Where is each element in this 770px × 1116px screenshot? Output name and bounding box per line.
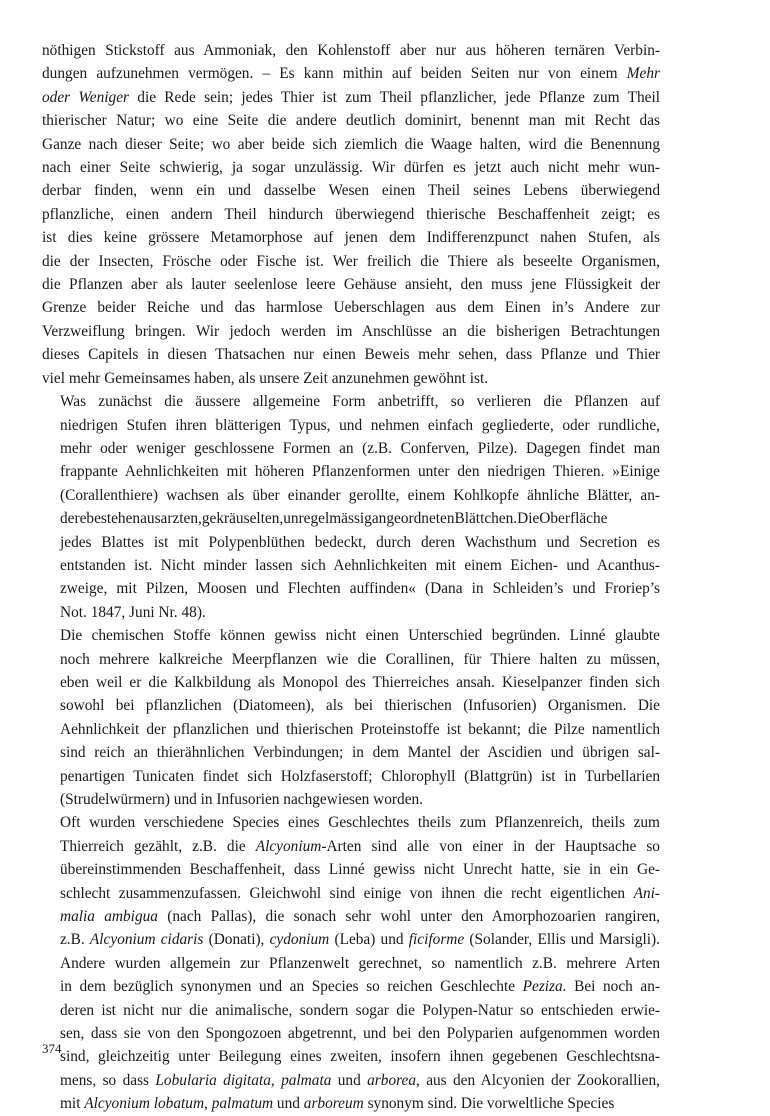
italic-text: arboreum [303,1095,364,1113]
text-run: Oft wurden verschiedene Species eines Geschlechtes theils zum Pflanzenreich, theils zum [60,814,660,832]
text-run: mens, so dass [60,1071,156,1089]
text-line [42,928,660,951]
text-run: mit [60,1095,85,1113]
paragraph [42,811,660,1115]
text-run: die der Insecten, Frösche oder Fische ist. Wer freilich die Thiere als beseelte Organismen, [42,252,660,270]
text-run: schlecht zusammenzufassen. Gleichwohl sind einige von ihnen die recht eigentlichen [60,884,634,902]
text-run: (Strudelwürmern) und in Infusorien nachgewiesen worden. [60,791,424,808]
text-line [42,694,660,717]
text-line [42,296,660,319]
text-run: -Arten sind alle von einer in der Hauptsache so [321,837,660,855]
italic-text: Alcyonium lobatum, palmatum [84,1095,274,1113]
text-run: z.B. [60,931,90,949]
text-line [42,882,660,905]
text-run: (Leba) und [329,931,409,949]
text-line [42,1069,660,1092]
text-line [42,62,660,85]
italic-text: malia ambigua [60,908,158,926]
paragraph [42,39,660,390]
paragraph [42,624,660,811]
text-run: Thierreich gezählt, z.B. die [60,837,256,855]
text-line [42,858,660,881]
text-line [42,741,660,764]
text-run: Was zunächst die äussere allgemeine Form anbetrifft, so verlieren die Pflanzen auf [60,393,660,411]
italic-text: Alcyonium [255,837,322,855]
text-run: (Donati), [203,931,270,949]
text-line [42,414,660,437]
text-line [42,671,660,694]
text-line [42,905,660,928]
italic-text: Ani- [633,884,660,902]
italic-text: Lobularia digitata, palmata [155,1071,332,1089]
text-run: (nach Pallas), die sonach sehr wohl unter den Amorphozoarien rangiren, [157,908,660,926]
text-run: Andere wurden allgemein zur Pflanzenwelt gerechnet, so namentlich z.B. mehrere Arten [60,954,660,972]
text-run: zweige, mit Pilzen, Moosen und Flechten auffinden« (Dana in Schleiden’s und Froriep’s [60,580,660,598]
text-run: sowohl bei pflanzlichen (Diatomeen), als bei thierischen (Infusorien) Organismen. Die [60,697,660,715]
text-line [42,390,660,413]
text-line [42,577,660,600]
text-run: und [331,1071,368,1089]
text-line [42,133,660,156]
text-run: ist dies keine grössere Metamorphose auf jenen dem Indifferenzpunct nahen Stufen, als [42,229,660,247]
text-line [42,273,660,296]
text-run: derebestehenausarzten,gekräuselten,unregelmässigangeordnetenBlättchen.DieOberfläche [60,510,608,528]
text-line [42,203,660,226]
text-line [42,788,660,811]
italic-text: oder Weniger [42,88,129,106]
text-run: noch mehrere kalkreiche Meerpflanzen wie die Corallinen, für Thiere halten zu müssen, [60,650,660,668]
text-run: Not. 1847, Juni Nr. 48). [60,603,206,621]
text-line [42,250,660,273]
text-run: übereinstimmenden Beschaffenheit, dass Linné gewiss nicht Unrecht hatte, sie in ein Ge- [60,861,660,879]
text-line [42,1045,660,1068]
text-run: penartigen Tunicaten findet sich Holzfaserstoff; Chlorophyll (Blattgrün) ist in Turbellarien [60,767,660,785]
text-run: deren ist nicht nur die animalische, sondern sogar die Polypen-Natur so entschieden erwie- [60,1001,660,1019]
text-line [42,531,660,554]
text-line [42,624,660,647]
text-line [42,484,660,507]
text-run: sind, gleichzeitig unter Beilegung eines zweiten, insofern ihnen gegebenen Geschlechtsna- [60,1048,660,1066]
text-run: die Pflanzen aber als lauter seelenlose leere Gehäuse ansieht, den muss jene Flüssigkeit der [42,276,660,294]
text-run: entstanden ist. Nicht minder lassen sich Aehnlichkeiten mit einem Eichen- und Acanthus- [60,556,660,574]
paragraph [42,390,660,624]
text-run: Grenze beider Reiche und das harmlose Ueberschlagen aus dem Einen in’s Andere zur [42,299,660,317]
text-run: Die chemischen Stoffe können gewiss nicht einen Unterschied begründen. Linné glaubte [60,627,660,645]
italic-text: arborea [367,1071,416,1089]
italic-text: cydonium [269,931,330,949]
text-line [42,1022,660,1045]
text-line [42,975,660,998]
text-line [42,554,660,577]
text-run: die Rede sein; jedes Thier ist zum Theil pflanzlicher, jede Pflanze zum Theil [128,88,660,106]
text-run: dieses Capitels in diesen Thatsachen nur einen Beweis mehr sehen, dass Pflanze und Thier [42,346,660,364]
text-run: sind reich an thierähnlichen Verbindungen; in dem Mantel der Ascidien und übrigen sal- [60,744,660,762]
text-line [42,718,660,741]
text-run: jedes Blattes ist mit Polypenblüthen bedeckt, durch deren Wachsthum und Secretion es [60,533,660,551]
text-run: mehr oder weniger geschlossene Formen an (z.B. Conferven, Pilze). Dagegen findet man [60,439,660,457]
text-line [42,811,660,834]
text-run: Ganze nach dieser Seite; wo aber beide sich ziemlich die Waage halten, wird die Benennung [42,135,660,153]
text-line [42,226,660,249]
text-line [42,39,660,62]
text-run: in dem bezüglich synonymen und an Species so reichen Geschlechte [60,978,523,996]
italic-text: Alcyonium cidaris [89,931,204,949]
text-run: nach einer Seite schwierig, ja sogar unzulässig. Wir dürfen es jetzt auch nicht mehr wun- [42,159,660,177]
text-line [42,367,660,390]
text-line [42,179,660,202]
italic-text: ficiforme [408,931,465,949]
text-line [42,952,660,975]
page-number: 374 [42,1041,62,1056]
italic-text: Mehr [626,65,660,83]
text-line [42,86,660,109]
text-line [42,507,660,530]
text-line [42,437,660,460]
text-line [42,601,660,624]
text-line [42,648,660,671]
text-line [42,343,660,366]
text-run: , aus den Alcyonien der Zookorallien, [416,1071,660,1089]
page-body [42,39,660,1116]
text-run: pflanzliche, einen andern Theil hindurch überwiegend thierische Beschaffenheit zeigt; es [42,205,660,223]
text-line [42,109,660,132]
text-run: Aehnlichkeit der pflanzlichen und thierischen Proteinstoffe ist bekannt; die Pilze namentlich [60,720,660,738]
text-line [42,460,660,483]
text-run: eben weil er die Kalkbildung als Monopol des Thierreiches ansah. Kieselpanzer finden sich [60,673,660,691]
text-line [42,320,660,343]
text-run: nöthigen Stickstoff aus Ammoniak, den Kohlenstoff aber nur aus höheren ternären Verbin- [42,42,660,59]
text-line [42,835,660,858]
text-run: (Solander, Ellis und Marsigli). [464,931,660,949]
text-line [42,156,660,179]
text-run: Verzweiflung bringen. Wir jedoch werden im Anschlüsse an die bisherigen Betrachtungen [42,322,660,340]
text-run: frappante Aehnlichkeiten mit höheren Pflanzenformen unter den niedrigen Thieren. »Einige [60,463,660,481]
text-line [42,1092,660,1115]
text-run: (Corallenthiere) wachsen als über einander gerollte, einem Kohlkopfe ähnliche Blätter, an- [60,486,660,504]
text-run: dungen aufzunehmen vermögen. – Es kann mithin auf beiden Seiten nur von einem [42,65,627,83]
text-run: und [273,1095,304,1113]
text-run: sen, dass sie von den Spongozoen abgetrennt, und bei den Polyparien aufgenommen worden [60,1025,660,1043]
text-run: viel mehr Gemeinsames haben, als unsere Zeit anzunehmen gewöhnt ist. [42,369,489,387]
text-run: synonym sind. Die vorweltliche Species [363,1095,615,1113]
text-run: thierischer Natur; wo eine Seite die andere deutlich dominirt, benennt man mit Recht das [42,112,660,130]
text-run: niedrigen Stufen ihren blätterigen Typus, und nehmen einfach gegliederte, oder rundliche, [60,416,660,434]
italic-text: Peziza. [522,978,567,996]
text-line [42,999,660,1022]
text-run: derbar finden, wenn ein und dasselbe Wesen einen Theil seines Lebens überwiegend [42,182,660,200]
text-line [42,765,660,788]
text-run: Bei noch an- [566,978,660,996]
